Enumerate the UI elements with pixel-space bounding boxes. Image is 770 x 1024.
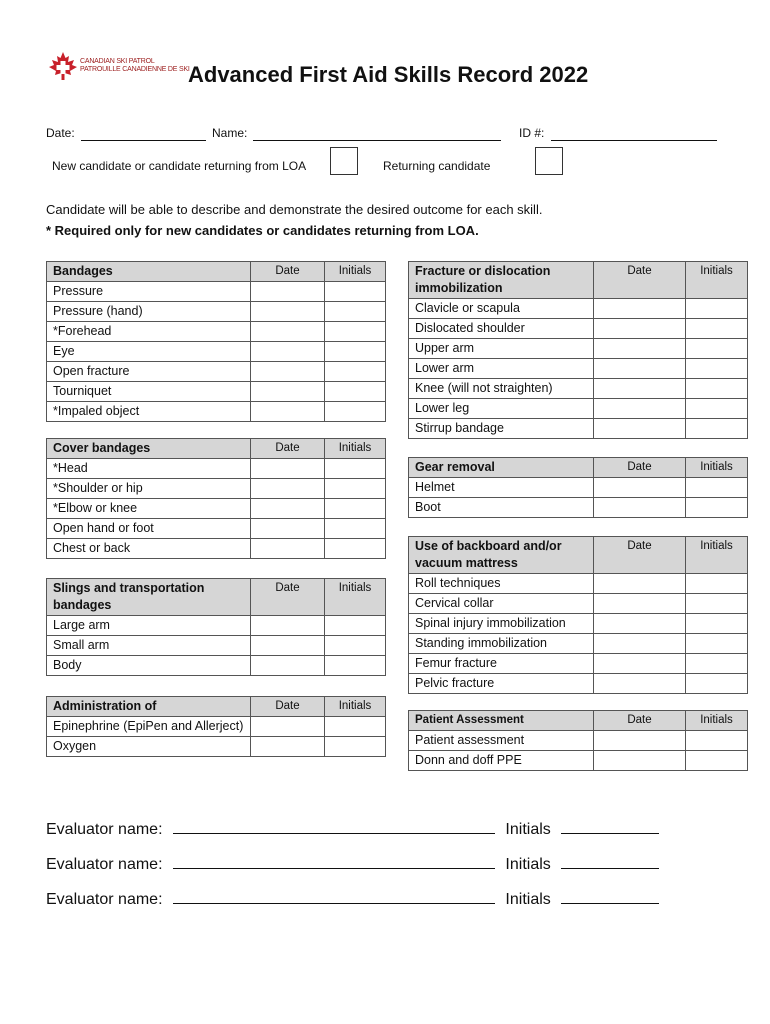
initials-cell[interactable] [686,654,748,674]
table-row [409,319,748,339]
initials-cell[interactable] [325,459,386,479]
skill-name: Boot [409,498,594,518]
table-row [409,594,748,614]
initials-cell[interactable] [325,342,386,362]
table-row [409,399,748,419]
skill-name: Body [47,656,251,676]
date-cell[interactable] [594,498,686,518]
initials-cell[interactable] [325,382,386,402]
date-label: Date: [46,126,75,140]
date-cell[interactable] [594,339,686,359]
date-cell[interactable] [594,379,686,399]
category-title: Cover bandages [47,439,251,459]
skill-name: Pressure [47,282,251,302]
skill-name: Helmet [409,478,594,498]
initials-column-header: Initials [686,458,748,478]
date-field[interactable] [81,140,206,141]
evaluator-name-label: Evaluator name: [46,891,163,908]
skill-name: Dislocated shoulder [409,319,594,339]
evaluator-name-field[interactable] [173,820,495,834]
initials-cell[interactable] [686,498,748,518]
date-cell[interactable] [594,731,686,751]
initials-cell[interactable] [325,499,386,519]
skill-name: Pressure (hand) [47,302,251,322]
initials-cell[interactable] [686,419,748,439]
date-cell[interactable] [251,302,325,322]
table-row [409,574,748,594]
required-note: * Required only for new candidates or candidates returning from LOA. [46,223,479,238]
table-row [47,539,386,559]
date-column-header: Date [251,439,325,459]
skill-name: Oxygen [47,737,251,757]
table-row [47,459,386,479]
initials-cell[interactable] [325,737,386,757]
skill-name: Roll techniques [409,574,594,594]
date-cell[interactable] [251,322,325,342]
initials-cell[interactable] [686,594,748,614]
initials-cell[interactable] [686,751,748,771]
skill-name: Open fracture [47,362,251,382]
category-title: Slings and transportation bandages [47,579,251,616]
category-title: Gear removal [409,458,594,478]
table-header [47,439,386,459]
date-cell[interactable] [594,419,686,439]
initials-cell[interactable] [325,402,386,422]
skill-name: Eye [47,342,251,362]
skill-name: Donn and doff PPE [409,751,594,771]
skill-name: Lower arm [409,359,594,379]
table-slings [46,578,386,676]
table-row [409,498,748,518]
date-cell[interactable] [594,359,686,379]
date-cell[interactable] [251,499,325,519]
date-cell[interactable] [251,362,325,382]
table-row [47,519,386,539]
table-row [409,419,748,439]
initials-cell[interactable] [686,299,748,319]
skill-name: *Impaled object [47,402,251,422]
table-header [47,262,386,282]
date-cell[interactable] [594,654,686,674]
csp-logo [46,50,190,84]
evaluator-initials-field[interactable] [561,820,659,834]
initials-cell[interactable] [686,614,748,634]
table-cover-bandages [46,438,386,559]
skill-name: Small arm [47,636,251,656]
initials-cell[interactable] [686,634,748,654]
table-row [409,299,748,319]
table-row [409,478,748,498]
date-cell[interactable] [594,574,686,594]
initials-cell[interactable] [325,519,386,539]
skill-name: Lower leg [409,399,594,419]
table-row [409,379,748,399]
initials-cell[interactable] [325,636,386,656]
category-title: Bandages [47,262,251,282]
table-header [409,262,748,299]
name-label: Name: [212,126,248,140]
date-cell[interactable] [594,674,686,694]
initials-cell[interactable] [686,574,748,594]
table-row [47,737,386,757]
skill-name: Spinal injury immobilization [409,614,594,634]
initials-column-header: Initials [686,711,748,731]
date-cell[interactable] [594,594,686,614]
evaluator-line [46,855,659,874]
evaluator-line [46,820,659,839]
table-administration [46,696,386,757]
table-row [47,302,386,322]
date-cell[interactable] [251,636,325,656]
evaluator-name-label: Evaluator name: [46,821,163,838]
evaluator-name-label: Evaluator name: [46,856,163,873]
evaluator-initials-label: Initials [505,821,551,838]
date-cell[interactable] [251,656,325,676]
date-cell[interactable] [251,459,325,479]
date-cell[interactable] [594,299,686,319]
date-cell[interactable] [594,614,686,634]
date-cell[interactable] [251,382,325,402]
category-title: Administration of [47,697,251,717]
date-column-header: Date [251,262,325,282]
table-row [409,674,748,694]
table-row [409,731,748,751]
date-column-header: Date [251,579,325,616]
initials-column-header: Initials [325,697,386,717]
date-cell[interactable] [251,519,325,539]
date-cell[interactable] [594,751,686,771]
initials-column-header: Initials [325,439,386,459]
table-gear-removal [408,457,748,518]
evaluator-initials-field[interactable] [561,890,659,904]
new-candidate-label: New candidate or candidate returning from LOA [52,159,307,173]
skill-name: *Shoulder or hip [47,479,251,499]
initials-cell[interactable] [325,479,386,499]
table-header [47,579,386,616]
skill-name: Cervical collar [409,594,594,614]
initials-column-header: Initials [686,262,748,299]
skill-name: Chest or back [47,539,251,559]
evaluator-initials-field[interactable] [561,855,659,869]
table-row [47,322,386,342]
evaluator-name-field[interactable] [173,855,495,869]
initials-cell[interactable] [686,359,748,379]
date-cell[interactable] [594,478,686,498]
initials-cell[interactable] [325,282,386,302]
returning-candidate-label: Returning candidate [383,159,491,173]
logo-text [80,58,190,74]
skill-name: Femur fracture [409,654,594,674]
date-cell[interactable] [251,717,325,737]
initials-cell[interactable] [325,717,386,737]
table-row [47,479,386,499]
initials-column-header: Initials [325,579,386,616]
table-row [409,359,748,379]
skill-name: *Elbow or knee [47,499,251,519]
initials-cell[interactable] [325,539,386,559]
skill-name: Pelvic fracture [409,674,594,694]
skill-name: Patient assessment [409,731,594,751]
table-row [47,382,386,402]
skill-name: Large arm [47,616,251,636]
table-row [47,362,386,382]
table-row [47,402,386,422]
instructions-text: Candidate will be able to describe and demonstrate the desired outcome for each skill. [46,202,543,217]
date-cell[interactable] [594,634,686,654]
skill-name: *Forehead [47,322,251,342]
date-cell[interactable] [251,402,325,422]
initials-cell[interactable] [686,731,748,751]
date-cell[interactable] [251,737,325,757]
initials-cell[interactable] [686,339,748,359]
logo-line-2: PATROUILLE CANADIENNE DE SKI [80,66,190,73]
name-field[interactable] [253,140,501,141]
table-row [47,499,386,519]
date-column-header: Date [594,262,686,299]
table-header [409,537,748,574]
date-cell[interactable] [594,399,686,419]
initials-cell[interactable] [686,674,748,694]
table-row [47,282,386,302]
table-fracture [408,261,748,439]
initials-cell[interactable] [325,302,386,322]
instructions [46,199,542,241]
initials-cell[interactable] [686,379,748,399]
evaluator-line [46,890,659,909]
table-bandages [46,261,386,422]
evaluator-initials-label: Initials [505,856,551,873]
initials-column-header: Initials [325,262,386,282]
table-row [47,636,386,656]
table-backboard [408,536,748,694]
skill-name: Clavicle or scapula [409,299,594,319]
date-cell[interactable] [251,616,325,636]
new-candidate-checkbox[interactable] [330,147,358,175]
id-field[interactable] [551,140,717,141]
date-column-header: Date [594,711,686,731]
date-cell[interactable] [594,319,686,339]
table-row [409,654,748,674]
date-column-header: Date [251,697,325,717]
initials-cell[interactable] [325,362,386,382]
category-title: Use of backboard and/or vacuum mattress [409,537,594,574]
skill-name: Stirrup bandage [409,419,594,439]
skill-name: Standing immobilization [409,634,594,654]
table-header [409,458,748,478]
evaluator-name-field[interactable] [173,890,495,904]
page-title: Advanced First Aid Skills Record 2022 [188,62,589,87]
table-row [409,634,748,654]
category-title: Fracture or dislocation immobilization [409,262,594,299]
returning-candidate-checkbox[interactable] [535,147,563,175]
table-row [47,656,386,676]
initials-cell[interactable] [686,319,748,339]
evaluator-initials-label: Initials [505,891,551,908]
initials-cell[interactable] [325,616,386,636]
date-cell[interactable] [251,282,325,302]
initials-column-header: Initials [686,537,748,574]
table-row [409,751,748,771]
date-cell[interactable] [251,342,325,362]
skill-name: Knee (will not straighten) [409,379,594,399]
skill-name: Upper arm [409,339,594,359]
skill-name: *Head [47,459,251,479]
date-cell[interactable] [251,479,325,499]
table-row [47,616,386,636]
initials-cell[interactable] [686,399,748,419]
date-cell[interactable] [251,539,325,559]
date-column-header: Date [594,458,686,478]
initials-cell[interactable] [325,322,386,342]
skill-name: Open hand or foot [47,519,251,539]
table-row [409,339,748,359]
initials-cell[interactable] [686,478,748,498]
category-title: Patient Assessment [409,711,594,731]
skill-name: Epinephrine (EpiPen and Allerject) [47,717,251,737]
date-column-header: Date [594,537,686,574]
table-row [47,717,386,737]
logo-line-1: CANADIAN SKI PATROL [80,58,155,65]
table-patient-assessment [408,710,748,771]
maple-leaf-cross-icon [46,50,80,84]
table-header [47,697,386,717]
table-row [409,614,748,634]
skill-name: Tourniquet [47,382,251,402]
table-row [47,342,386,362]
initials-cell[interactable] [325,656,386,676]
id-label: ID #: [519,126,545,140]
table-header [409,711,748,731]
